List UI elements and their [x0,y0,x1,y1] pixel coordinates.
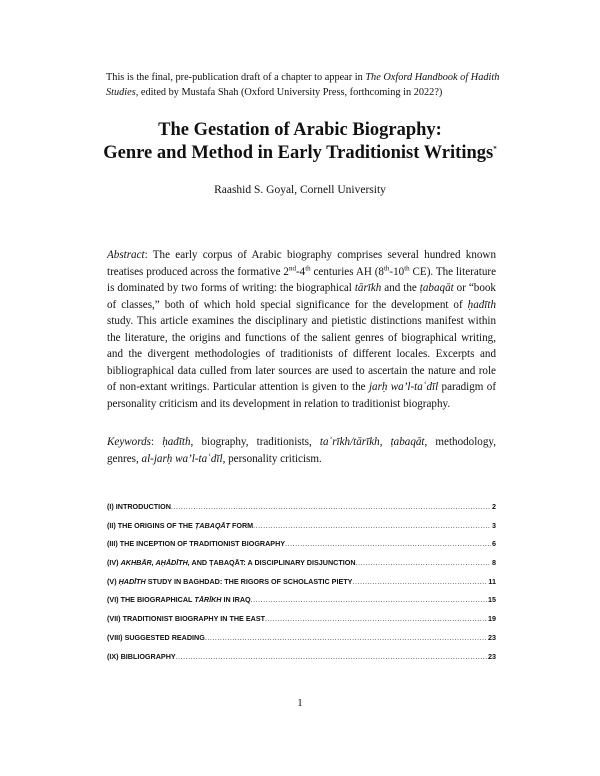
title-line-2-text: Genre and Method in Early Traditionist Writings [103,143,494,163]
term-tabaqat: ṭabaqāt [419,282,454,294]
toc-leader-dots [253,521,491,530]
keywords-label: Keywords [107,436,151,448]
toc-leader-dots [251,595,487,604]
toc-page-number: 23 [488,651,496,661]
toc-label: (VIII) SUGGESTED READING [107,632,205,642]
page-title [0,119,600,165]
toc-leader-dots [265,614,487,623]
toc-leader-dots [356,558,491,567]
toc-entry[interactable] [107,539,496,558]
toc-label: (IV) AKHBĀR, AḤĀDĪTH, AND ṬABAQĀT: A DISCIPLINARY DISJUNCTION [107,558,356,568]
term-tarikh: tārīkh [354,282,382,294]
toc-label: (III) THE INCEPTION OF TRADITIONIST BIOGRAPHY [107,539,286,549]
toc-entry[interactable] [107,558,496,577]
toc-entry[interactable] [107,633,496,652]
toc-label: (IX) BIBLIOGRAPHY [107,651,176,661]
toc-label: (II) THE ORIGINS OF THE ṬABAQĀT FORM [107,520,254,530]
author-line: Raashid S. Goyal, Cornell University [214,184,386,196]
toc-page-number: 23 [488,632,496,642]
draft-note-suffix: , edited by Mustafa Shah (Oxford University Press, forthcoming in 2022?) [135,87,443,98]
draft-note-prefix: This is the final, pre-publication draft of a chapter to appear in [106,72,366,83]
table-of-contents [107,502,496,670]
title-footnote-mark[interactable]: * [493,144,497,153]
term-hadith: ḥadīth [467,298,496,311]
toc-entry[interactable] [107,595,496,614]
page-number: 1 [297,697,303,709]
draft-note [106,70,506,100]
toc-page-number: 19 [488,614,496,624]
toc-entry[interactable] [107,577,496,596]
toc-entry[interactable] [107,521,496,540]
toc-leader-dots [205,633,487,642]
toc-label: (VII) TRADITIONIST BIOGRAPHY IN THE EAST [107,614,265,624]
title-line-1: The Gestation of Arabic Biography: [158,120,442,140]
toc-leader-dots [176,652,487,661]
toc-entry[interactable] [107,652,496,671]
toc-leader-dots [285,539,491,548]
toc-page-number: 11 [488,576,496,586]
abstract-label: Abstract [107,249,145,261]
toc-page-number: 6 [492,539,496,549]
draft-note-book-title: The Oxford Handbook of Hadith Studies [106,72,500,98]
toc-label: (V) ḤADĪTH STUDY IN BAGHDAD: THE RIGORS OF SCHOLASTIC PIETY [107,576,353,586]
title-line-2 [0,142,600,165]
toc-leader-dots [352,577,487,586]
toc-entry[interactable] [107,614,496,633]
toc-entry[interactable] [107,502,496,521]
toc-label: (VI) THE BIOGRAPHICAL TĀRĪKH IN IRAQ [107,595,251,605]
toc-page-number: 3 [492,520,496,530]
abstract: Abstract: The early corpus of Arabic biography comprises several hundred known treatises produced across the formative 2nd-4th centuries AH (8th-10th CE). The literature is dominated by two forms of writing: the biographical tārīkh and the ṭabaqāt or “book of classes,” both of which hold special significance for the development of ḥadīth study. This article examines the disciplinary and pietistic distinctions manifest within the literature, the origins and functions of the salient genres of biographical writing, and the divergent methodologies of traditionists of different locales. Excerpts and bibliographical data culled from later sources are used to ascertain the nature and role of non-extant writings. Particular attention is given to the jarḥ wa’l-taʿdīl paradigm of personality criticism and its development in relation to traditionist biography. [107,249,497,410]
term-jarh: jarḥ wa’l-taʿdīl [368,381,439,393]
toc-page-number: 15 [488,595,496,605]
toc-page-number: 2 [492,502,496,511]
toc-label: (I) INTRODUCTION [107,502,171,511]
keywords: Keywords: ḥadīth, biography, traditionists, taʾrīkh/tārīkh, ṭabaqāt, methodology, genres, al-jarḥ wa’l-taʿdīl, personality criticism. [107,436,496,465]
toc-page-number: 8 [492,558,496,568]
toc-leader-dots [171,502,491,511]
